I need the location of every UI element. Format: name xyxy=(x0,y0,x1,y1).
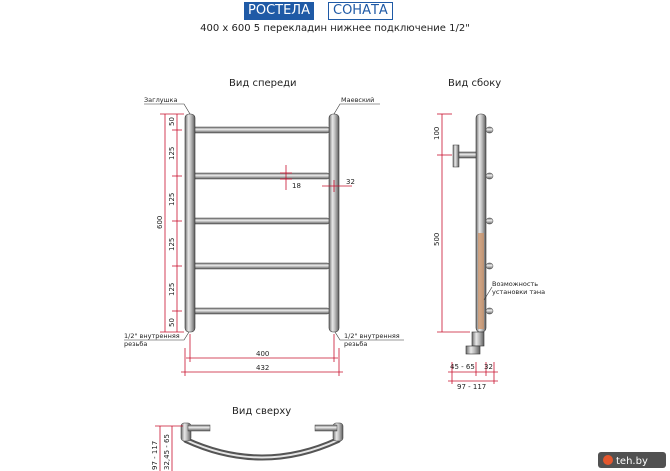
dim-left-2: 125 xyxy=(168,146,176,160)
top-view-title: Вид сверху xyxy=(232,406,292,417)
heater-label-line1: Возможность xyxy=(492,280,539,288)
rung-5 xyxy=(192,308,330,314)
dim-side-middle: 500 xyxy=(433,232,441,246)
plug-label: Заглушка xyxy=(144,96,178,104)
side-view-title: Вид сбоку xyxy=(448,78,502,89)
dim-side-top: 100 xyxy=(433,126,441,140)
mayevsky-label: Маевский xyxy=(341,96,375,104)
dim-left-1: 50 xyxy=(168,117,176,126)
dim-overall-height: 600 xyxy=(156,215,164,229)
bottom-connector xyxy=(472,332,484,346)
watermark-text: teh.by xyxy=(616,456,648,467)
dim-top-inner: 32,45 - 65 xyxy=(163,434,171,470)
dim-side-depth-b: 32 xyxy=(484,363,493,371)
dim-left-4: 125 xyxy=(168,237,176,251)
left-collector xyxy=(185,114,195,332)
model-name: СОНАТА xyxy=(333,3,388,18)
right-collector xyxy=(329,114,339,332)
thread-right-line2: резьба xyxy=(344,340,368,348)
dim-side-depth-a: 45 - 65 xyxy=(450,363,475,371)
watermark-logo-icon xyxy=(603,455,613,465)
dim-center-width: 400 xyxy=(256,350,270,358)
brand-name: РОСТЕЛА xyxy=(248,3,310,18)
rung-2 xyxy=(192,173,330,179)
thread-right-line1: 1/2" внутренняя xyxy=(344,332,400,340)
dim-left-5: 125 xyxy=(168,282,176,296)
dim-overall-width: 432 xyxy=(256,364,270,372)
page-subtitle: 400 x 600 5 перекладин нижнее подключение 1/2" xyxy=(200,23,470,34)
front-view-title: Вид спереди xyxy=(229,78,297,89)
dim-left-6: 50 xyxy=(168,318,176,327)
dim-top-outer: 97 - 117 xyxy=(151,440,159,470)
dim-side-depth-total: 97 - 117 xyxy=(457,383,487,391)
rung-4 xyxy=(192,263,330,269)
rung-1 xyxy=(192,127,330,133)
rung-3 xyxy=(192,218,330,224)
thread-left-line2: резьба xyxy=(124,340,148,348)
dim-pipe-offset: 32 xyxy=(346,178,355,186)
wall-bracket xyxy=(453,145,459,167)
thread-left-line1: 1/2" внутренняя xyxy=(124,332,180,340)
dim-bar-gap: 18 xyxy=(292,182,301,190)
heater-zone xyxy=(478,233,484,329)
dim-left-3: 125 xyxy=(168,192,176,206)
heater-label-line2: установки тэна xyxy=(492,288,546,296)
